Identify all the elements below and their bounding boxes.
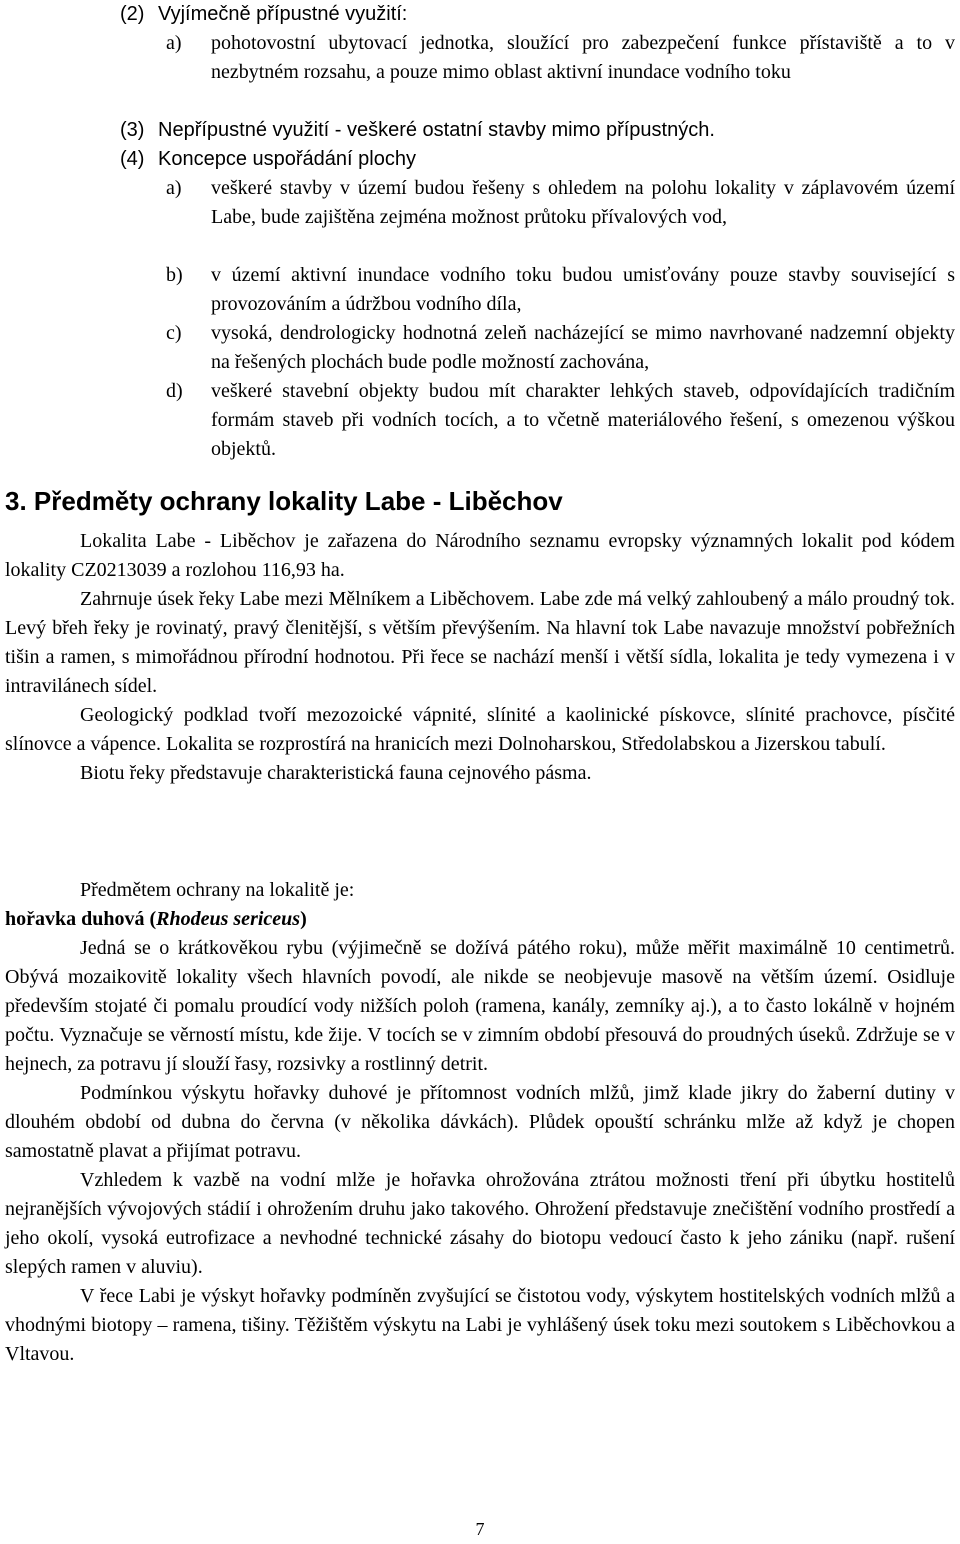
section-heading: 3. Předměty ochrany lokality Labe - Liběchov <box>5 486 563 516</box>
item-2a-label: a) <box>166 32 182 54</box>
item-4a-text: veškeré stavby v území budou řešeny s ohledem na polohu lokality v záplavovém území Labe, bude zajištěna zejména možnost průtoku přívalových vod, <box>211 177 955 228</box>
species-paragraph-threats: Vzhledem k vazbě na vodní mlže je hořavka ohrožována ztrátou možnosti tření při úbytku hostitelů nejranějších vývojových stádií i ohrožením druhu jako takového. Ohrožení představuje znečištění vodního prostředí a jeho okolí, vysoká eutrofizace a nevhodné technické zásahy do biotopu vedoucí často k jeho zániku (např. rušení slepých ramen v aluviu). <box>5 1169 955 1278</box>
item-number-3: (3) <box>120 119 145 141</box>
protection-intro: Předmětem ochrany na lokalitě je: <box>80 879 355 901</box>
paragraph-lokalita: Lokalita Labe - Liběchov je zařazena do Národního seznamu evropsky významných lokalit pod kódem lokality CZ0213039 a rozlohou 116,93 ha. <box>5 530 955 581</box>
item-4c-label: c) <box>166 322 182 344</box>
item-4d-label: d) <box>166 380 183 402</box>
paragraph-biota: Biotu řeky představuje charakteristická fauna cejnového pásma. <box>80 762 592 784</box>
item-3-text: Nepřípustné využití - veškeré ostatní stavby mimo přípustných. <box>158 119 715 141</box>
item-number-4: (4) <box>120 148 145 170</box>
paragraph-zahrnuje: Zahrnuje úsek řeky Labe mezi Mělníkem a Liběchovem. Labe zde má velký zahloubený a málo proudný tok. Levý břeh řeky je rovinatý, pravý členitější, s větším převýšením. Na hlavní tok Labe navazuje množství pobřežních tišin a ramen, s mimořádnou přírodní hodnotou. Při řece se nachází menší i větší sídla, lokalita je tedy vymezena i v intravilánech sídel. <box>5 588 955 697</box>
species-heading <box>5 905 307 934</box>
species-paragraph-reproduction: Podmínkou výskytu hořavky duhové je přítomnost vodních mlžů, jimž klade jikry do žaberní dutiny v dlouhém období od dubna do června (v několika dávkách). Plůdek opouští schránku mlže až když je chopen samostatně plavat a přijímat potravu. <box>5 1082 955 1162</box>
species-paragraph-occurrence: V řece Labi je výskyt hořavky podmíněn zvyšující se čistotou vody, výskytem hostitelských vodních mlžů a vhodnými biotopy – ramena, tišiny. Těžištěm výskytu na Labi je vyhlášený úsek toku mezi soutokem s Liběchovkou a Vltavou. <box>5 1285 955 1365</box>
item-2-title: Vyjímečně přípustné využití: <box>158 3 408 25</box>
item-4c-text: vysoká, dendrologicky hodnotná zeleň nacházející se mimo navrhované nadzemní objekty na řešených plochách bude podle možností zachována, <box>211 322 955 373</box>
item-4b-label: b) <box>166 264 183 286</box>
item-4-title: Koncepce uspořádání plochy <box>158 148 416 170</box>
item-4a-label: a) <box>166 177 182 199</box>
species-common-name: hořavka duhová ( <box>5 908 157 930</box>
item-number-2: (2) <box>120 3 145 25</box>
page-number: 7 <box>475 1519 485 1539</box>
species-body <box>5 934 955 1369</box>
species-latin-name: Rhodeus sericeus <box>156 908 301 930</box>
section-body <box>5 527 955 788</box>
paragraph-geologie: Geologický podklad tvoří mezozoické vápnité, slínité a kaolinické pískovce, slínité prachovce, písčité slínovce a vápence. Lokalita se rozprostírá na hranicích mezi Dolnoharskou, Středolabskou a Jizerskou tabulí. <box>5 704 955 755</box>
item-2a-text: pohotovostní ubytovací jednotka, sloužící pro zabezpečení funkce přístaviště a to v nezbytném rozsahu, a pouze mimo oblast aktivní inundace vodního toku <box>211 32 955 83</box>
item-4d-text: veškeré stavební objekty budou mít charakter lehkých staveb, odpovídajících tradičním formám staveb při vodních tocích, a to včetně materiálového řešení, s omezenou výškou objektů. <box>211 380 955 460</box>
species-close-paren: ) <box>300 908 307 930</box>
species-paragraph-description: Jedná se o krátkověkou rybu (výjimečně se dožívá pátého roku), může měřit maximálně 10 centimetrů. Obývá mozaikovitě lokality všech hlavních povodí, ale nikde se neobjevuje masově na větším území. Osidluje především stojaté či pomalu proudící vody nižších poloh (ramena, kanály, zemníky aj.), a to často lokálně v hojném počtu. Vyznačuje se věrností místu, kde žije. V tocích se v zimním období přesouvá do proudných úseků. Zdržuje se v hejnech, za potravu jí slouží řasy, rozsivky a rostlinný detrit. <box>5 937 955 1075</box>
item-4b-text: v území aktivní inundace vodního toku budou umisťovány pouze stavby související s provozováním a údržbou vodního díla, <box>211 264 955 315</box>
